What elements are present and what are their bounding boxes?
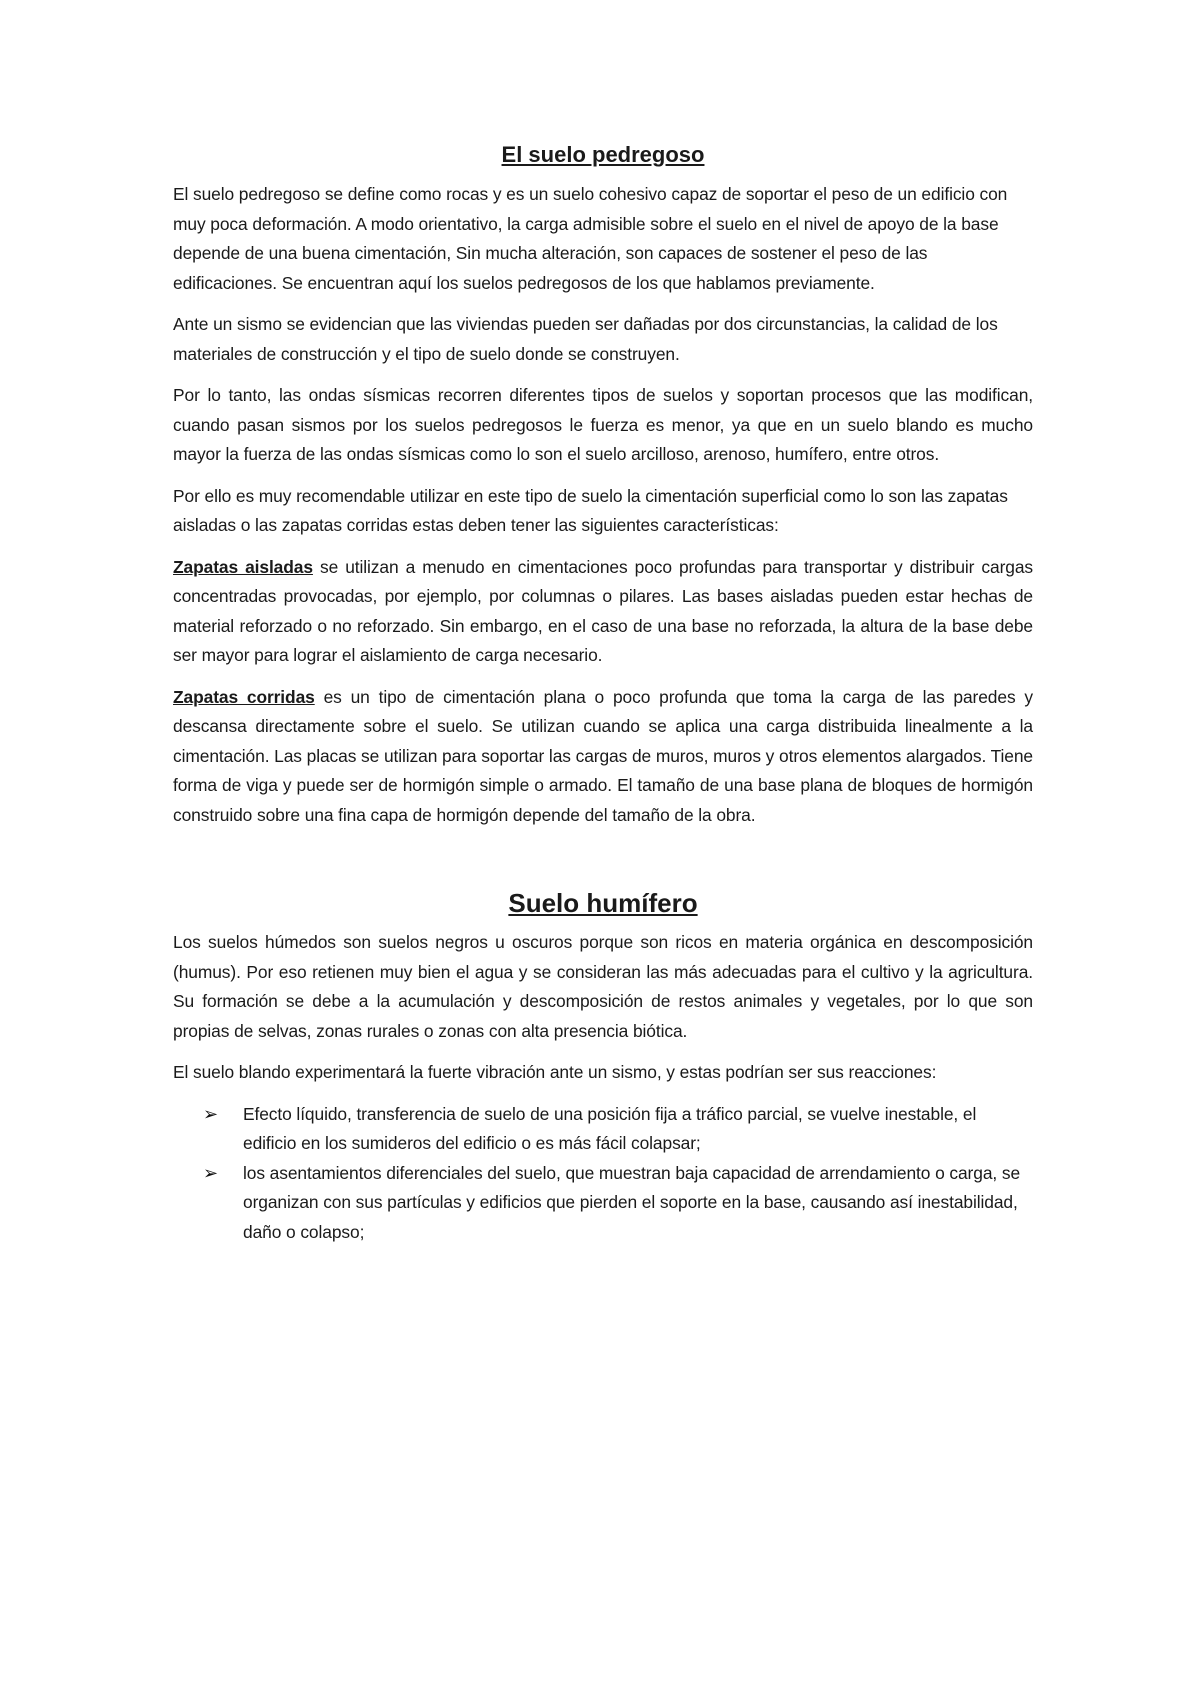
list-item <box>203 1100 1033 1159</box>
arrowhead-bullet-icon: ➢ <box>203 1103 218 1124</box>
term-zapatas-corridas: Zapatas corridas <box>173 686 315 707</box>
paragraph-zapatas-aisladas <box>173 553 1033 671</box>
section-title-suelo-humifero: Suelo humífero <box>508 888 698 918</box>
zapatas-aisladas-text: se utilizan a menudo en cimentaciones poco profundas para transportar y distribuir cargas concentradas provocadas, por ejemplo, por columnas o pilares. Las bases aisladas pueden estar hechas de material reforzado o no reforzado. Sin embargo, en el caso de una base no reforzada, la altura de la base debe ser mayor para lograr el aislamiento de carga necesario. <box>173 556 1034 665</box>
paragraph-ondas-sismicas: Por lo tanto, las ondas sísmicas recorren diferentes tipos de suelos y soportan procesos que las modifican, cuando pasan sismos por los suelos pedregosos le fuerza es menor, ya que en un suelo blando es mucho mayor la fuerza de las ondas sísmicas como lo son el suelo arcilloso, arenoso, humífero, entre otros. <box>173 385 1033 464</box>
document-page <box>173 140 1033 1247</box>
list-item <box>203 1159 1033 1248</box>
term-zapatas-aisladas: Zapatas aisladas <box>173 556 313 577</box>
paragraph-definicion: El suelo pedregoso se define como rocas y es un suelo cohesivo capaz de soportar el peso de un edificio con muy poca deformación. A modo orientativo, la carga admisible sobre el suelo en el nivel de apoyo de la base depende de una buena cimentación, Sin mucha alteración, son capaces de sostener el peso de las edificaciones. Se encuentran aquí los suelos pedregosos de los que hablamos previamente. <box>173 184 1008 293</box>
list-item-text: Efecto líquido, transferencia de suelo de una posición fija a tráfico parcial, se vuelve inestable, el edificio en los sumideros del edificio o es más fácil colapsar; <box>243 1103 977 1153</box>
paragraph-suelo-blando: El suelo blando experimentará la fuerte vibración ante un sismo, y estas podrían ser sus reacciones: <box>173 1062 937 1082</box>
section-title-suelo-pedregoso: El suelo pedregoso <box>501 142 705 167</box>
zapatas-corridas-text: es un tipo de cimentación plana o poco profunda que toma la carga de las paredes y descansa directamente sobre el suelo. Se utilizan cuando se aplica una carga distribuida linealmente a la cimentación. Las placas se utilizan para soportar las cargas de muros, muros y otros elementos alargados. Tiene forma de viga y puede ser de hormigón simple o armado. El tamaño de una base plana de bloques de hormigón construido sobre una fina capa de hormigón depende del tamaño de la obra. <box>173 686 1033 825</box>
reactions-list <box>173 1100 1033 1248</box>
paragraph-zapatas-corridas <box>173 683 1033 831</box>
paragraph-sismo: Ante un sismo se evidencian que las viviendas pueden ser dañadas por dos circunstancias, la calidad de los materiales de construcción y el tipo de suelo donde se construyen. <box>173 314 998 364</box>
list-item-text: los asentamientos diferenciales del suelo, que muestran baja capacidad de arrendamiento o carga, se organizan con sus partículas y edificios que pierden el soporte en la base, causando así inestabilidad, daño o colapso; <box>243 1162 1021 1242</box>
arrowhead-bullet-icon: ➢ <box>203 1162 218 1183</box>
paragraph-suelos-humedos: Los suelos húmedos son suelos negros u oscuros porque son ricos en materia orgánica en descomposición (humus). Por eso retienen muy bien el agua y se consideran las más adecuadas para el cultivo y la agricultura. Su formación se debe a la acumulación y descomposición de restos animales y vegetales, por lo que son propias de selvas, zonas rurales o zonas con alta presencia biótica. <box>173 932 1033 1041</box>
paragraph-cimentacion: Por ello es muy recomendable utilizar en este tipo de suelo la cimentación superficial como lo son las zapatas aisladas o las zapatas corridas estas deben tener las siguientes características: <box>173 485 1008 535</box>
